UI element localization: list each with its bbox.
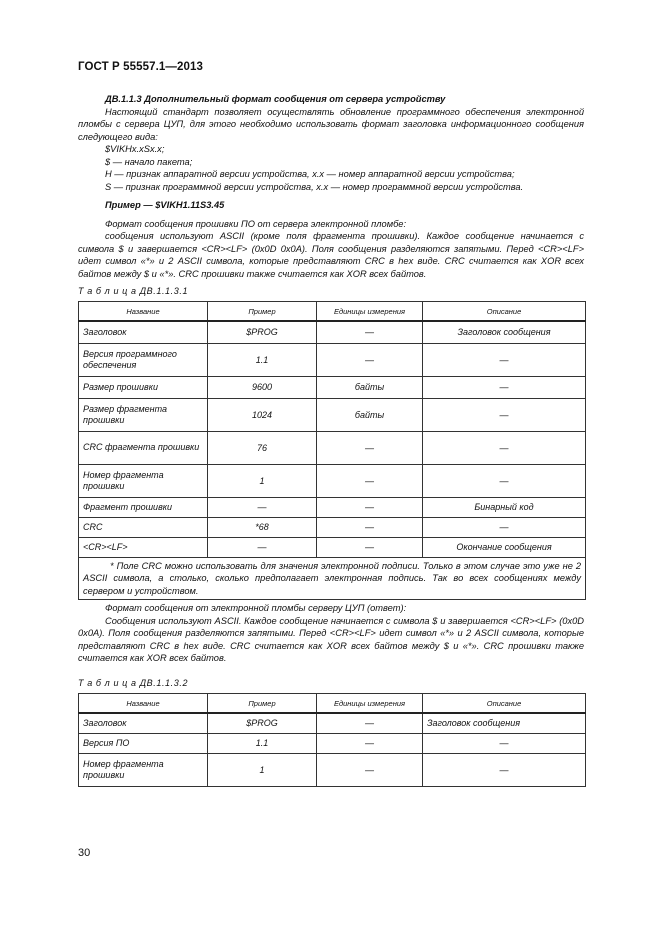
column-header: Название <box>79 694 208 714</box>
table-2 <box>78 693 586 787</box>
cell-unit: — <box>317 464 423 497</box>
cell-description: Бинарный код <box>423 497 586 517</box>
cell-example: — <box>208 537 317 557</box>
cell-example: — <box>208 497 317 517</box>
format-line: S — признак программной версии устройства, x.x — номер программной версии устройства. <box>105 181 524 192</box>
cell-description: — <box>423 464 586 497</box>
format2-title: Формат сообщения от электронной пломбы серверу ЦУП (ответ): <box>105 603 407 613</box>
cell-name: Размер фрагмента прошивки <box>79 398 208 431</box>
cell-unit: байты <box>317 398 423 431</box>
cell-unit: — <box>317 343 423 376</box>
cell-description: — <box>423 431 586 464</box>
cell-unit: — <box>317 321 423 343</box>
format-line: H — признак аппаратной версии устройства, x.x — номер аппаратной версии устройства; <box>105 169 515 179</box>
format-line: $VIKHx.xSx.x; <box>105 144 165 154</box>
format1-body: сообщения используют ASCII (кроме поля фрагмента прошивки). Каждое сообщение начинается с символа $ и завершается <CR><LF> (0x0D 0x0A). Поля сообщения разделяются запятыми. Перед <CR><LF> идет символ «*» и 2 ASCII символа, которые представляют CRC в hex виде. CRC считается как XOR всех байтов между $ и «*». CRC прошивки также считается как XOR всех байтов. <box>78 231 584 279</box>
cell-unit: — <box>317 733 423 753</box>
column-header: Единицы измерения <box>317 694 423 714</box>
cell-unit: байты <box>317 376 423 398</box>
format2-body: Сообщения используют ASCII. Каждое сообщение начинается с символа $ и завершается <CR><LF> (0x0D 0x0A). Поля сообщения разделяются запятыми. Перед <CR><LF> идет символ «*» и 2 ASCII символа, которые представляют CRC в hex виде. CRC считается как XOR всех байтов между $ и «*». CRC прошивки также считается как XOR всех байтов. <box>78 615 584 663</box>
table-row <box>79 431 586 464</box>
cell-name: Версия ПО <box>79 733 208 753</box>
cell-example: $PROG <box>208 321 317 343</box>
cell-unit: — <box>317 517 423 537</box>
table-note-row <box>79 557 586 600</box>
cell-description: — <box>423 343 586 376</box>
cell-example: 1.1 <box>208 343 317 376</box>
cell-name: CRC <box>79 517 208 537</box>
intro-paragraph: Настоящий стандарт позволяет осуществлять обновление программного обеспечения электронной пломбы с сервера ЦУП, для этого необходимо использовать формат заголовка информационного сообщения следующего вида: <box>78 106 584 142</box>
cell-example: *68 <box>208 517 317 537</box>
cell-description: — <box>423 398 586 431</box>
column-header: Единицы измерения <box>317 302 423 322</box>
cell-name: Размер прошивки <box>79 376 208 398</box>
table-row <box>79 464 586 497</box>
table-note <box>79 557 586 600</box>
cell-description: Заголовок сообщения <box>423 321 586 343</box>
table1-caption: Т а б л и ц а ДВ.1.1.3.1 <box>78 286 189 296</box>
cell-description: — <box>423 376 586 398</box>
cell-unit: — <box>317 431 423 464</box>
column-header: Описание <box>423 694 586 714</box>
cell-description: — <box>423 733 586 753</box>
cell-name: CRC фрагмента прошивки <box>79 431 208 464</box>
cell-name: Заголовок <box>79 713 208 733</box>
table-row <box>79 537 586 557</box>
table-row <box>79 517 586 537</box>
cell-name: Номер фрагмента прошивки <box>79 753 208 786</box>
cell-name: Версия программного обеспечения <box>79 343 208 376</box>
format-line: $ — начало пакета; <box>105 156 193 167</box>
cell-example: 1.1 <box>208 733 317 753</box>
table-1 <box>78 301 586 600</box>
cell-example: 9600 <box>208 376 317 398</box>
cell-unit: — <box>317 537 423 557</box>
cell-example: 76 <box>208 431 317 464</box>
table-row <box>79 497 586 517</box>
column-header: Пример <box>208 694 317 714</box>
table-header-row <box>79 694 586 714</box>
cell-example: $PROG <box>208 713 317 733</box>
cell-unit: — <box>317 753 423 786</box>
table-row <box>79 733 586 753</box>
section-heading: ДВ.1.1.3 Дополнительный формат сообщения от сервера устройству <box>105 94 446 104</box>
table-row <box>79 321 586 343</box>
page-number: 30 <box>78 847 91 859</box>
table2-caption: Т а б л и ц а ДВ.1.1.3.2 <box>78 678 189 688</box>
cell-name: Номер фрагмента прошивки <box>79 464 208 497</box>
cell-example: 1 <box>208 753 317 786</box>
cell-name: Заголовок <box>79 321 208 343</box>
cell-name: Фрагмент прошивки <box>79 497 208 517</box>
column-header: Описание <box>423 302 586 322</box>
table-row <box>79 398 586 431</box>
table-note-text: * Поле CRC можно использовать для значения электронной подписи. Только в этом случае это уже не 2 ASCII символа, а столько, сколько предполагает электронная подпись. Так во всех сообщениях между сервером и устройством. <box>83 560 581 596</box>
table-row <box>79 753 586 786</box>
cell-example: 1 <box>208 464 317 497</box>
table-row <box>79 376 586 398</box>
cell-description: — <box>423 517 586 537</box>
column-header: Пример <box>208 302 317 322</box>
column-header: Название <box>79 302 208 322</box>
cell-description: Заголовок сообщения <box>423 713 586 733</box>
cell-description: Окончание сообщения <box>423 537 586 557</box>
cell-unit: — <box>317 497 423 517</box>
format1-title: Формат сообщения прошивки ПО от сервера электронной пломбе: <box>105 218 407 229</box>
cell-example: 1024 <box>208 398 317 431</box>
document-header: ГОСТ Р 55557.1—2013 <box>78 61 203 73</box>
table-header-row <box>79 302 586 322</box>
table-row <box>79 713 586 733</box>
cell-unit: — <box>317 713 423 733</box>
cell-name: <CR><LF> <box>79 537 208 557</box>
table-row <box>79 343 586 376</box>
section-body <box>78 93 584 280</box>
example-line: Пример — $VIKH1.11S3.45 <box>105 200 225 210</box>
cell-description: — <box>423 753 586 786</box>
section-body-2 <box>78 602 584 665</box>
